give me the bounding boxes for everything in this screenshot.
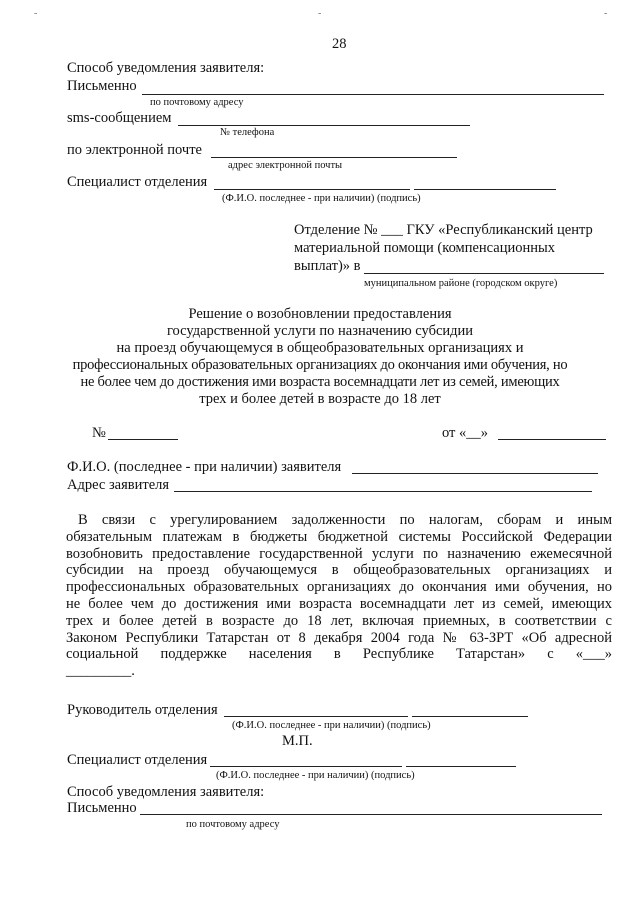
page-number: 28 <box>332 36 347 52</box>
specialist2-fio-line <box>210 766 402 767</box>
title-line5: не более чем до достижения ими возраста восемнадцати лет из семей, имеющих <box>80 374 560 390</box>
number-label: № <box>92 425 106 441</box>
written2-line <box>140 814 602 815</box>
head-label: Руководитель отделения <box>67 702 218 718</box>
scan-mark: - <box>318 8 322 19</box>
specialist-caption: (Ф.И.О. последнее - при наличии) (подпись) <box>222 193 421 204</box>
addressee-line2: материальной помощи (компенсационных <box>294 240 556 256</box>
stamp-label: М.П. <box>282 733 313 749</box>
body-line: социальной поддержке населения в Республике Татарстан» с «___» <box>66 646 612 663</box>
applicant-address-label: Адрес заявителя <box>67 477 170 493</box>
head-fio-line <box>224 716 408 717</box>
specialist2-sign-line <box>406 766 516 767</box>
head-sign-line <box>412 716 528 717</box>
body-line: возобновить предоставление государственной услуги по назначению ежемесячной <box>66 545 612 562</box>
addressee-line3: выплат)» в <box>294 258 361 274</box>
addressee-line1: Отделение № ___ ГКУ «Республиканский центр <box>294 222 593 238</box>
applicant-address-line <box>174 491 592 492</box>
written-label: Письменно <box>67 78 137 94</box>
title-line2: государственной услуги по назначению субсидии <box>166 323 474 339</box>
written-line <box>142 94 604 95</box>
email-caption: адрес электронной почты <box>228 160 343 171</box>
written-caption: по почтовому адресу <box>150 97 244 108</box>
decision-body <box>66 512 612 680</box>
specialist-fio-line <box>214 189 410 190</box>
specialist-label: Специалист отделения <box>67 174 208 190</box>
date-label: от «__» <box>442 425 489 441</box>
head-caption: (Ф.И.О. последнее - при наличии) (подпись) <box>232 720 431 731</box>
sms-label: sms-сообщением <box>67 110 172 126</box>
body-line: трех и более детей в возрасте до 18 лет, включая приемных, в соответствии с <box>66 612 612 629</box>
number-line <box>108 439 178 440</box>
body-line: _________. <box>66 663 135 680</box>
applicant-fio-label: Ф.И.О. (последнее - при наличии) заявителя <box>67 459 342 475</box>
notify-heading: Способ уведомления заявителя: <box>67 60 265 76</box>
email-line <box>211 157 457 158</box>
email-label: по электронной почте <box>67 142 202 158</box>
sms-line <box>178 125 470 126</box>
written2-label: Письменно <box>67 800 137 816</box>
body-line: субсидии на проезд обучающемуся в общеобразовательных организациях и <box>66 562 612 579</box>
body-line: обязательным платежам в бюджеты бюджетной системы Российской Федерации <box>66 528 612 545</box>
title-line1: Решение о возобновлении предоставления <box>188 306 452 322</box>
scan-mark: - <box>34 8 38 19</box>
title-line4: профессиональных образовательных организациях до окончания ими обучения, но <box>72 357 568 373</box>
notify2-heading: Способ уведомления заявителя: <box>67 784 265 800</box>
specialist2-label: Специалист отделения <box>67 752 208 768</box>
specialist-sign-line <box>414 189 556 190</box>
date-line <box>498 439 606 440</box>
district-caption: муниципальном районе (городском округе) <box>364 278 558 289</box>
body-line: В связи с урегулированием задолженности по налогам, сборам и иным <box>78 512 612 528</box>
body-line: профессиональных образовательных организациях до окончания ими обучения, но <box>66 579 612 596</box>
written2-caption: по почтовому адресу <box>186 819 280 830</box>
title-line3: на проезд обучающемуся в общеобразовательных организациях и <box>116 340 524 356</box>
sms-caption: № телефона <box>220 127 275 138</box>
body-line: Законом Республики Татарстан от 8 декабря 2004 года № 63-ЗРТ «Об адресной <box>66 629 612 646</box>
district-line <box>364 273 604 274</box>
specialist2-caption: (Ф.И.О. последнее - при наличии) (подпись) <box>216 770 415 781</box>
body-line: не более чем до достижения ими возраста восемнадцати лет из семей, имеющих <box>66 595 612 612</box>
applicant-fio-line <box>352 473 598 474</box>
title-line6: трех и более детей в возрасте до 18 лет <box>199 391 441 407</box>
scan-mark: - <box>604 8 608 19</box>
